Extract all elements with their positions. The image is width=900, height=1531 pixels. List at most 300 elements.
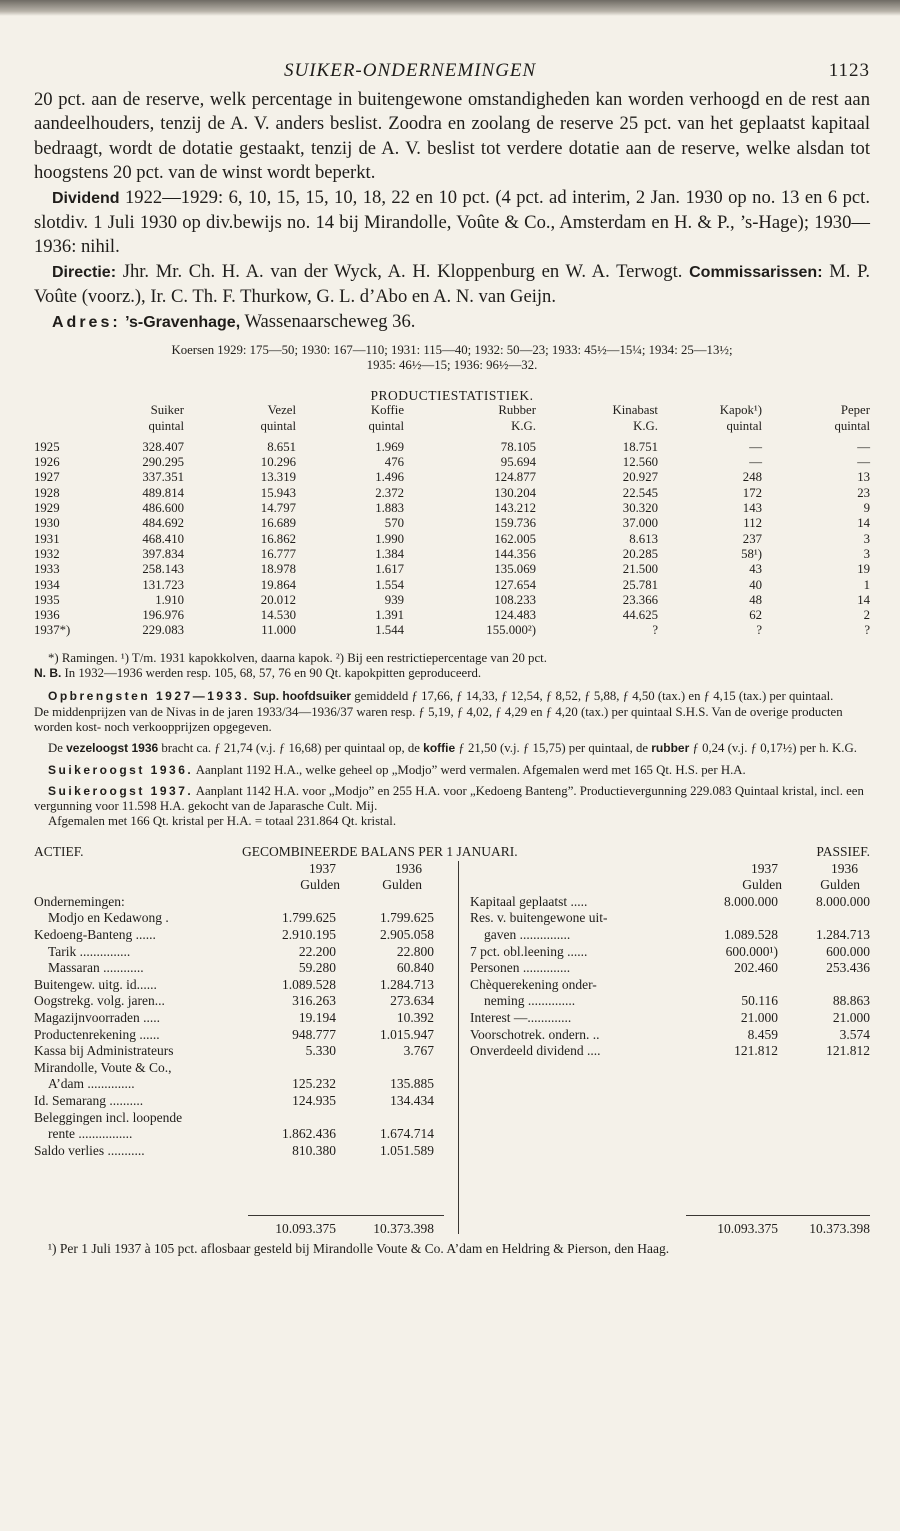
year-cell: 1931 [34,531,60,546]
value-cell: 337.351 [142,470,184,485]
value-cell: 2 [863,608,870,623]
balance-value-1937: 5.330 [305,1043,336,1059]
balance-label: Massaran ............ [48,960,144,976]
production-table [34,403,870,638]
opbrengsten-text: gemiddeld ƒ 17,66, ƒ 14,33, ƒ 12,54, ƒ 8,52, ƒ 5,88, ƒ 4,50 (tax.) en ƒ 4,15 (tax.) per quintaal. [351,689,834,704]
value-cell: 1.617 [375,562,404,577]
value-cell: 172 [742,485,762,500]
column-name: Rubber [498,403,536,418]
balance-value-1936: 600.000 [826,943,870,959]
value-cell: 397.834 [142,546,184,561]
directie-text: Jhr. Mr. Ch. H. A. van der Wyck, A. H. Kloppenburg en W. A. Terwogt. [116,260,690,282]
assets-year-2: 1936 [395,860,422,876]
balance-row [470,944,870,961]
year-cell: 1929 [34,501,60,516]
value-cell: 14.797 [260,501,296,516]
value-cell: 14.530 [260,608,296,623]
balance-row [34,1093,454,1110]
s37-label: Suikeroogst 1937. [48,783,194,798]
column-name: Kinabast [612,403,658,418]
column-name: Kapok¹) [719,403,762,418]
value-cell: 2.372 [375,485,404,500]
value-cell: 13 [857,470,870,485]
year-cell: 1936 [34,608,60,623]
balance-value-1937: 2.910.195 [282,927,336,943]
year-cell: 1933 [34,562,60,577]
balance-title: GECOMBINEERDE BALANS PER 1 JANUARI. [242,843,518,859]
balance-label: Chèquerekening onder- [470,976,597,992]
value-cell: 1.969 [375,439,404,454]
header-names-row [34,403,870,418]
balance-label: A’dam .............. [48,1076,135,1092]
table-row [34,532,870,547]
value-cell: 290.295 [142,455,184,470]
notes [34,651,870,830]
balance-value-1936: 1.051.589 [380,1142,434,1158]
koersen-line-1: Koersen 1929: 175—50; 1930: 167—110; 1931: 115—40; 1932: 50—23; 1933: 45½—15¼; 1934: 25—13½; [171,343,733,358]
balance-row [34,1143,454,1160]
dividend-text: 1922—1929: 6, 10, 15, 15, 10, 18, 22 en 10 pct. (4 pct. ad interim, 2 Jan. 1930 op no. 13 en 6 pct. slotdiv. 1 Juli 1930 op div.bewijs no. 14 bij Mirandolle, Voûte & Co., Amsterdam en H. & P., ’s-Hage); 1930—1936: nihil. [34,186,870,258]
balance-value-1937: 202.460 [734,960,778,976]
liab-unit-row [470,877,870,894]
balance-row [470,910,870,927]
balance-row [470,993,870,1010]
balance-row [470,894,870,911]
column-name: Peper [840,403,870,418]
assets-column [34,861,454,1160]
assets-unit-row [34,877,454,894]
balance-value-1936: 22.800 [396,943,434,959]
balance-value-1937: 1.862.436 [282,1126,336,1142]
value-cell: 131.723 [142,577,184,592]
value-cell: 130.204 [494,485,536,500]
balance-value-1936: 88.863 [832,993,870,1009]
balance-value-1937: 22.200 [298,943,336,959]
balance-value-1936: 135.885 [390,1076,434,1092]
header-blank [34,419,94,434]
value-cell: 25.781 [622,577,658,592]
assets-year-row [34,861,454,878]
balance-row [34,1060,454,1077]
balance-row [470,1010,870,1027]
balance-row [34,1027,454,1044]
balance-label: Kapitaal geplaatst ..... [470,893,588,909]
value-cell: 570 [384,516,404,531]
balance-value-1937: 125.232 [292,1076,336,1092]
value-cell: 1.496 [375,470,404,485]
table-row [34,547,870,562]
balance-row [470,977,870,994]
vez-b: bracht ca. ƒ 21,74 (v.j. ƒ 16,68) per quintaal op, de [158,741,424,756]
balance-label: Buitengew. uitg. id...... [34,976,157,992]
balance-row [470,927,870,944]
balance-value-1936: 1.799.625 [380,910,434,926]
value-cell: 9 [863,501,870,516]
balance-value-1937: 810.380 [292,1142,336,1158]
balance-value-1937: 8.459 [747,1026,778,1042]
column-unit: K.G. [511,418,536,433]
header-blank [34,403,94,418]
balance-value-1936: 253.436 [826,960,870,976]
value-cell: 155.000²) [486,623,536,638]
balance-value-1936: 8.000.000 [816,893,870,909]
koersen-line-2: 1935: 46½—15; 1936: 96½—32. [366,358,538,373]
assets-total-1936: 10.373.398 [373,1220,434,1236]
value-cell: 43 [749,562,762,577]
value-cell: 112 [743,516,762,531]
year-cell: 1930 [34,516,60,531]
directie-label: Directie: [52,263,117,281]
value-cell: 237 [742,531,762,546]
balance-value-1937: 121.812 [734,1043,778,1059]
note-ramingen: *) Ramingen. ¹) T/m. 1931 kapokkolven, daarna kapok. ²) Bij een restrictiepercentage van 20 pct. [48,650,547,665]
value-cell: 23.366 [622,592,658,607]
rubber-label: rubber [651,741,690,756]
balance-value-1937: 316.263 [292,993,336,1009]
value-cell: 8.651 [267,439,296,454]
value-cell: 13.319 [260,470,296,485]
balance-row [34,944,454,961]
value-cell: ? [864,623,870,638]
liab-total-row [470,1221,870,1238]
value-cell: 14 [857,516,870,531]
value-cell: 3 [863,546,870,561]
column-unit: K.G. [633,418,658,433]
value-cell: 44.625 [622,608,658,623]
balance-row [34,1076,454,1093]
value-cell: 1.910 [155,592,184,607]
balance-value-1936: 3.574 [839,1026,870,1042]
balance-row [34,1043,454,1060]
balance-label: Magazijnvoorraden ..... [34,1010,160,1026]
column-unit: quintal [834,418,870,433]
intro-paragraph: 20 pct. aan de reserve, welk percentage in buitengewone omstandigheden kan worden verhoogd en de rest aan aandeelhouders, tenzij de A. V. anders beslist. Zoodra en zoolang de reserve 25 pct. van het geplaatst kapitaal bedraagt, wordt de dotatie gestaakt, tenzij de A. V. beslist tot verdere dotatie aan de reserve, welke alsdan tot hoogstens 20 pct. van de winst wordt beperkt. [34,89,870,184]
balance-label: Res. v. buitengewone uit- [470,910,608,926]
assets-unit-2: Gulden [382,877,422,893]
adres-text: Wassenaarscheweg 36. [240,310,416,332]
column-name: Suiker [150,403,184,418]
value-cell: 16.862 [260,531,296,546]
year-cell: 1937*) [34,623,71,638]
balance-row [34,1110,454,1127]
vezeloogst-label: vezeloogst 1936 [66,741,159,756]
value-cell: 939 [384,592,404,607]
directie-paragraph [34,260,870,310]
balance-row [34,894,454,911]
footnote: ¹) Per 1 Juli 1937 à 105 pct. aflosbaar gesteld bij Mirandolle Voute & Co. A’dam en Heldring & Pierson, den Haag. [48,1240,670,1256]
value-cell: 22.545 [622,485,658,500]
value-cell: 15.943 [260,485,296,500]
value-cell: 58¹) [741,546,762,561]
balance-value-1936: 1.284.713 [816,927,870,943]
column-unit: quintal [148,418,184,433]
value-cell: 18.751 [622,439,658,454]
balance-value-1937: 8.000.000 [724,893,778,909]
value-cell: 20.285 [622,546,658,561]
value-cell: 476 [384,455,404,470]
balance-divider [458,861,459,1234]
balance-value-1936: 1.284.713 [380,976,434,992]
value-cell: 248 [742,470,762,485]
balance-sheet [34,861,870,1241]
balance-value-1937: 1.089.528 [724,927,778,943]
balance-row [34,927,454,944]
balance-row [34,910,454,927]
balance-value-1936: 10.392 [396,1010,434,1026]
value-cell: 124.877 [494,470,536,485]
vez-c: ƒ 21,50 (v.j. ƒ 15,75) per quintaal, de [455,741,652,756]
value-cell: 11.000 [261,623,296,638]
table-row [34,562,870,577]
value-cell: 23 [857,485,870,500]
value-cell: ? [652,623,658,638]
balance-value-1936: 121.812 [826,1043,870,1059]
value-cell: 48 [749,592,762,607]
value-cell: 20.012 [260,592,296,607]
s36-text: Aanplant 1192 H.A., welke geheel op „Modjo” werd vermalen. Afgemalen werd met 165 Qt. H.S. per H.A. [193,762,746,777]
note-suikeroogst-1937 [34,784,870,815]
balance-label: Beleggingen incl. loopende [34,1109,183,1125]
dividend-label: Dividend [52,189,120,207]
year-cell: 1926 [34,455,60,470]
value-cell: 40 [749,577,762,592]
note-opbrengsten [34,689,870,704]
year-cell: 1934 [34,577,60,592]
balance-row [470,960,870,977]
value-cell: 10.296 [260,455,296,470]
value-cell: 1 [863,577,870,592]
table-row [34,608,870,623]
header-units-row [34,419,870,434]
value-cell: 143 [742,501,762,516]
balance-label: Ondernemingen: [34,893,125,909]
balance-header [34,844,870,861]
note-middenprijzen: De middenprijzen van de Nivas in de jaren 1933/34—1936/37 waren resp. ƒ 5,19, ƒ 4,02, ƒ 4,29 en ƒ 4,20 (tax.) per quintaal S.H.S. Van de overige producten worden kost- noch verkoopprijzen opgegeven. [34,704,843,734]
s36-label: Suikeroogst 1936. [48,762,194,777]
table-row [34,578,870,593]
balance-row [34,1126,454,1143]
note-nb [34,666,870,681]
balance-value-1936: 134.434 [390,1093,434,1109]
note-vezeloogst [34,741,870,756]
year-cell: 1925 [34,439,60,454]
value-cell: 328.407 [142,439,184,454]
table-row [34,501,870,516]
balance-label: neming .............. [484,993,576,1009]
liab-year-2: 1936 [831,860,858,876]
value-cell: 62 [749,608,762,623]
assets-total-1937: 10.093.375 [275,1220,336,1236]
value-cell: 159.736 [494,516,536,531]
balance-label: gaven ............... [484,927,571,943]
value-cell: 30.320 [622,501,658,516]
liab-total-rule [686,1215,870,1216]
passief-title: PASSIEF. [816,843,870,859]
balance-value-1937: 1.089.528 [282,976,336,992]
nb-text: In 1932—1936 werden resp. 105, 68, 57, 76 en 90 Qt. kapokpitten geproduceerd. [61,666,482,681]
assets-total-row [34,1221,454,1238]
liab-total-1937: 10.093.375 [717,1220,778,1236]
adres-paragraph [34,310,870,335]
balance-label: Id. Semarang .......... [34,1093,144,1109]
adres-label: Adres: [52,313,121,331]
value-cell: 78.105 [500,439,536,454]
scan-top-edge [0,0,900,16]
value-cell: 19.864 [260,577,296,592]
value-cell: 1.990 [375,531,404,546]
column-name: Vezel [267,403,296,418]
liab-unit-2: Gulden [820,877,860,893]
page [34,60,870,1257]
nb-label: N. B. [34,666,62,681]
year-cell: 1928 [34,485,60,500]
value-cell: 229.083 [142,623,184,638]
balance-value-1936: 1.015.947 [380,1026,434,1042]
value-cell: 3 [863,531,870,546]
table-row [34,623,870,638]
value-cell: 1.544 [375,623,404,638]
table-row [34,486,870,501]
table-row [34,593,870,608]
balance-value-1936: 3.767 [403,1043,434,1059]
value-cell: 37.000 [622,516,658,531]
value-cell: 1.554 [375,577,404,592]
balance-label: Mirandolle, Voute & Co., [34,1059,172,1075]
balance-value-1937: 21.000 [740,1010,778,1026]
commissarissen-label: Commissarissen: [689,263,823,281]
balance-value-1937: 600.000¹) [725,943,778,959]
value-cell: 16.777 [260,546,296,561]
table-row [34,440,870,455]
value-cell: 8.613 [629,531,658,546]
value-cell: ? [756,623,762,638]
balance-label: Kassa bij Administrateurs [34,1043,174,1059]
liab-unit-1: Gulden [742,877,782,893]
column-name: Koffie [370,403,404,418]
value-cell: 144.356 [494,546,536,561]
value-cell: 484.692 [142,516,184,531]
balance-value-1936: 21.000 [832,1010,870,1026]
balance-row [34,993,454,1010]
value-cell: 196.976 [142,608,184,623]
value-cell: 258.143 [142,562,184,577]
liab-year-1: 1937 [751,860,778,876]
production-title: PRODUCTIESTATISTIEK. [370,387,534,403]
balance-value-1937: 19.194 [298,1010,336,1026]
balance-value-1937: 59.280 [298,960,336,976]
balance-value-1937: 124.935 [292,1093,336,1109]
balance-label: Onverdeeld dividend .... [470,1043,601,1059]
balance-label: Productenrekening ...... [34,1026,160,1042]
value-cell: 143.212 [494,501,536,516]
table-row [34,470,870,485]
value-cell: 21.500 [622,562,658,577]
assets-year-1: 1937 [309,860,336,876]
value-cell: 486.600 [142,501,184,516]
note-afgemalen: Afgemalen met 166 Qt. kristal per H.A. = totaal 231.864 Qt. kristal. [48,814,397,829]
year-cell: 1935 [34,592,60,607]
assets-unit-1: Gulden [300,877,340,893]
s37-text: Aanplant 1142 H.A. voor „Modjo” en 255 H.A. voor „Kedoeng Banteng”. Productievergunning 229.083 Quintaal kristal, incl. een vergunning voor 11.598 H.A. gekocht van de Japarasche Cult. Mij. [34,783,864,814]
balance-row [34,977,454,994]
value-cell: 124.483 [494,608,536,623]
table-row [34,516,870,531]
vez-a: De [48,741,67,756]
year-cell: 1927 [34,470,60,485]
year-cell: 1932 [34,546,60,561]
balance-label: Modjo en Kedawong . [48,910,169,926]
value-cell: 12.560 [622,455,658,470]
value-cell: 489.814 [142,485,184,500]
assets-total-rule [248,1215,444,1216]
balance-value-1937: 948.777 [292,1026,336,1042]
liab-year-row [470,861,870,878]
value-cell: 18.978 [260,562,296,577]
balance-label: Interest —............. [470,1010,572,1026]
balance-label: Oogstrekg. volg. jaren... [34,993,165,1009]
value-cell: — [749,455,762,470]
actief-title: ACTIEF. [34,843,84,859]
liabilities-column [470,861,870,1060]
value-cell: — [749,439,762,454]
balance-value-1936: 273.634 [390,993,434,1009]
balance-label: rente ................ [48,1126,133,1142]
running-header [34,60,870,88]
value-cell: 127.654 [494,577,536,592]
opbrengsten-label: Opbrengsten 1927—1933. [48,689,250,704]
value-cell: — [857,455,870,470]
commissarissen-text: M. P. Voûte (voorz.), Ir. C. Th. F. Thurkow, G. L. d’Abo en A. N. van Geijn. [34,260,871,308]
balance-label: Tarik ............... [48,943,131,959]
balance-value-1936: 1.674.714 [380,1126,434,1142]
value-cell: 95.694 [500,455,536,470]
value-cell: 1.391 [375,608,404,623]
value-cell: 108.233 [494,592,536,607]
column-unit: quintal [260,418,296,433]
page-number: 1123 [828,60,870,81]
balance-value-1937: 50.116 [741,993,778,1009]
liab-total-1936: 10.373.398 [809,1220,870,1236]
value-cell: 468.410 [142,531,184,546]
value-cell: 1.384 [375,546,404,561]
header-title: SUIKER-ONDERNEMINGEN [284,60,537,81]
table-row [34,455,870,470]
adres-city: ’s-Gravenhage, [120,313,241,331]
balance-row [34,960,454,977]
value-cell: 14 [857,592,870,607]
balance-value-1937: 1.799.625 [282,910,336,926]
balance-row [470,1027,870,1044]
vez-d: ƒ 0,24 (v.j. ƒ 0,17½) per h. K.G. [689,741,857,756]
value-cell: 1.883 [375,501,404,516]
value-cell: 16.689 [260,516,296,531]
balance-row [34,1010,454,1027]
column-unit: quintal [368,418,404,433]
value-cell: 162.005 [494,531,536,546]
note-suikeroogst-1936 [34,763,870,778]
value-cell: 20.927 [622,470,658,485]
dividend-paragraph [34,186,870,260]
balance-label: Saldo verlies ........... [34,1142,145,1158]
balance-label: Personen .............. [470,960,571,976]
balance-value-1936: 2.905.058 [380,927,434,943]
balance-value-1936: 60.840 [396,960,434,976]
koffie-label: koffie [423,741,456,756]
balance-row [470,1043,870,1060]
value-cell: 135.069 [494,562,536,577]
column-unit: quintal [726,418,762,433]
koersen [34,343,870,374]
